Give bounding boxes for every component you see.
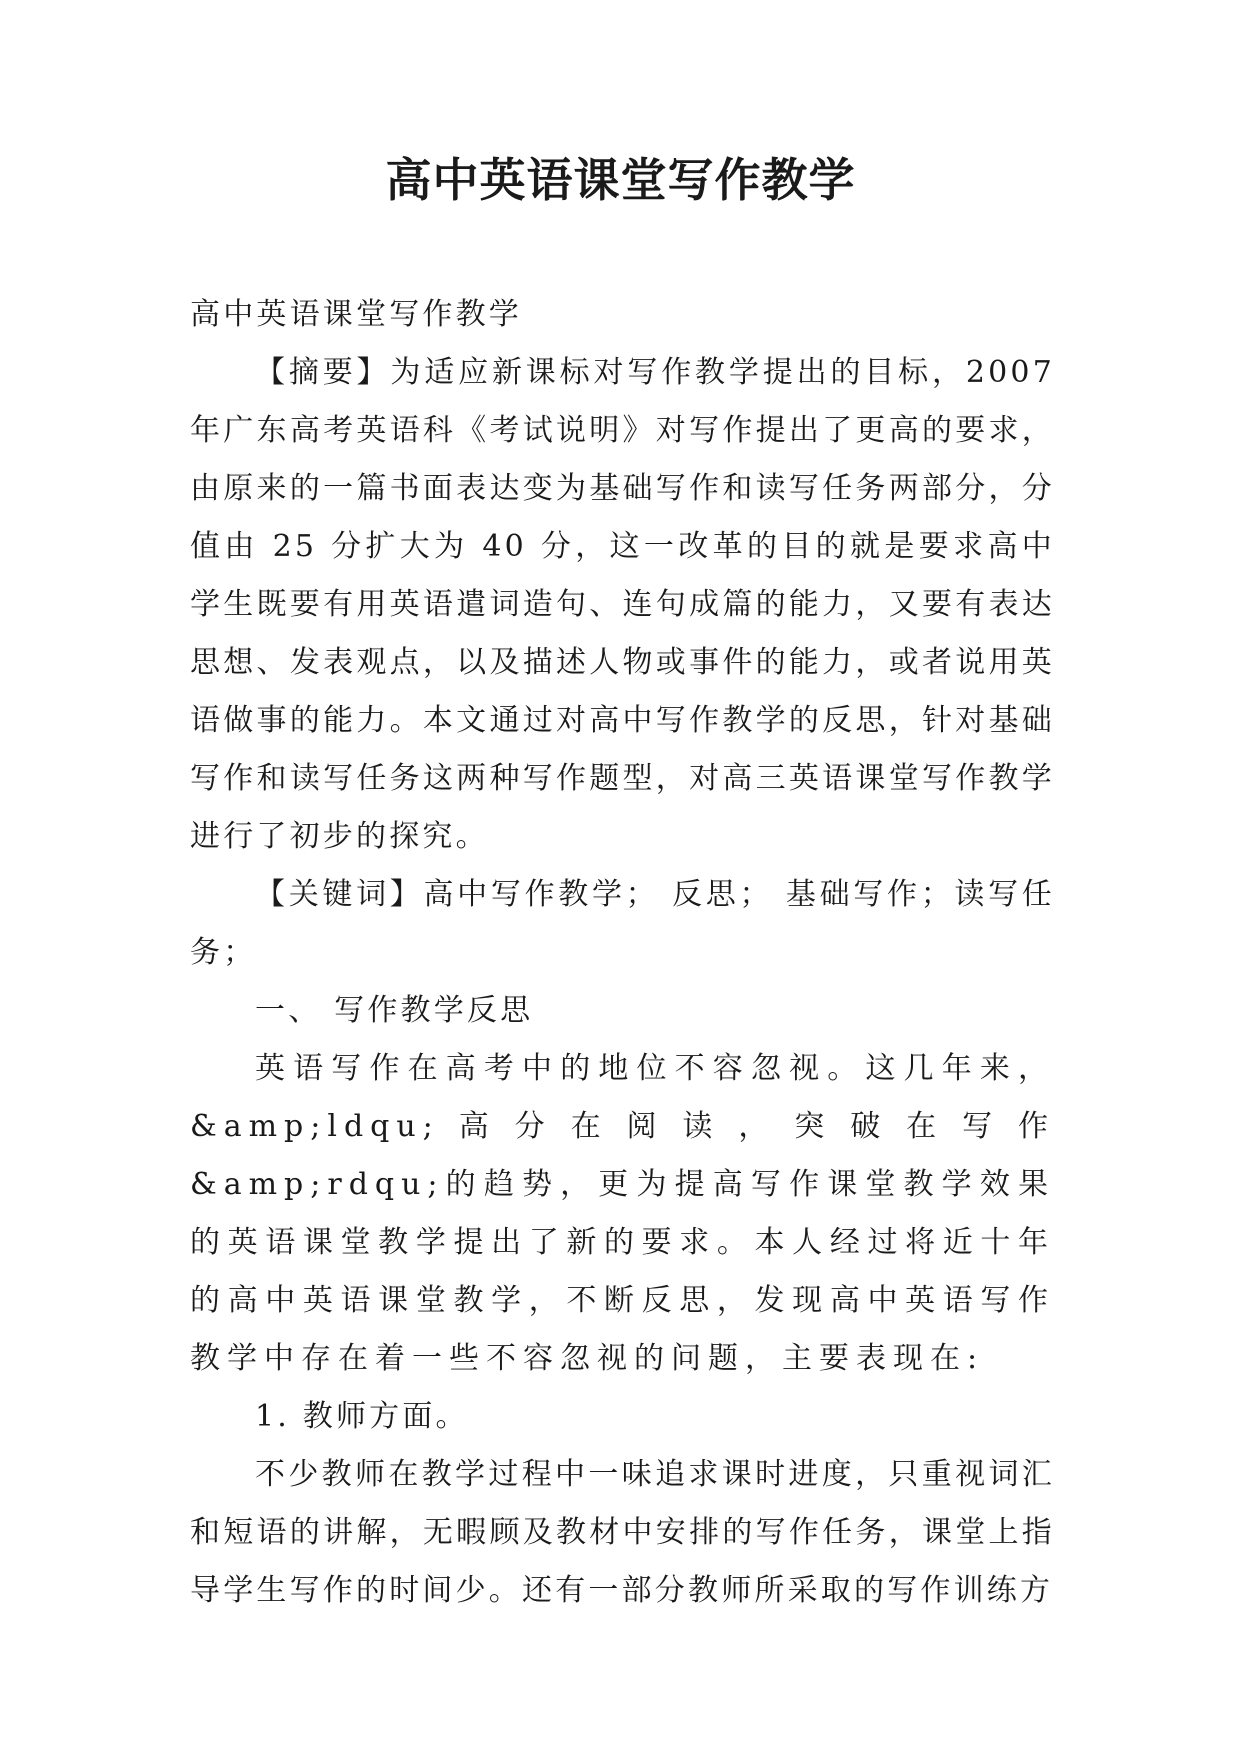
section-heading-1: 一、 写作教学反思: [255, 993, 534, 1028]
paragraph-subtitle: 高中英语课堂写作教学: [190, 297, 522, 332]
document-title: 高中英语课堂写作教学: [385, 153, 856, 207]
paragraph-abstract: 【摘要】为适应新课标对写作教学提出的目标，2007 年广东高考英语科《考试说明》对写作提出了更高的要求，由原来的一篇书面表达变为基础写作和读写任务两部分，分值由 25 分扩大为 40 分，这一改革的目的就是要求高中学生既要有用英语遣词造句、连句成篇的能力，又要有表达思想、发表观点，以及描述人物或事件的能力，或者说用英语做事的能力。本文通过对高中写作教学的反思，针对基础写作和读写任务这两种写作题型，对高三英语课堂写作教学进行了初步的探究。: [190, 355, 1055, 854]
document-body: [190, 286, 1055, 1620]
paragraph-teachers: 不少教师在教学过程中一味追求课时进度，只重视词汇和短语的讲解，无暇顾及教材中安排的写作任务，课堂上指导学生写作的时间少。还有一部分教师所采取的写作训练方: [190, 1457, 1055, 1608]
paragraph-intro: 英语写作在高考中的地位不容忽视。这几年来，&amp;ldqu;高分在阅读，突破在写作&amp;rdqu;的趋势，更为提高写作课堂教学效果的英语课堂教学提出了新的要求。本人经过将近十年的高中英语课堂教学，不断反思，发现高中英语写作教学中存在着一些不容忽视的问题，主要表现在:: [190, 1051, 1055, 1376]
subsection-heading-1: 1. 教师方面。: [255, 1399, 469, 1434]
paragraph-keywords: 【关键词】高中写作教学； 反思； 基础写作；读写任务；: [190, 877, 1055, 970]
